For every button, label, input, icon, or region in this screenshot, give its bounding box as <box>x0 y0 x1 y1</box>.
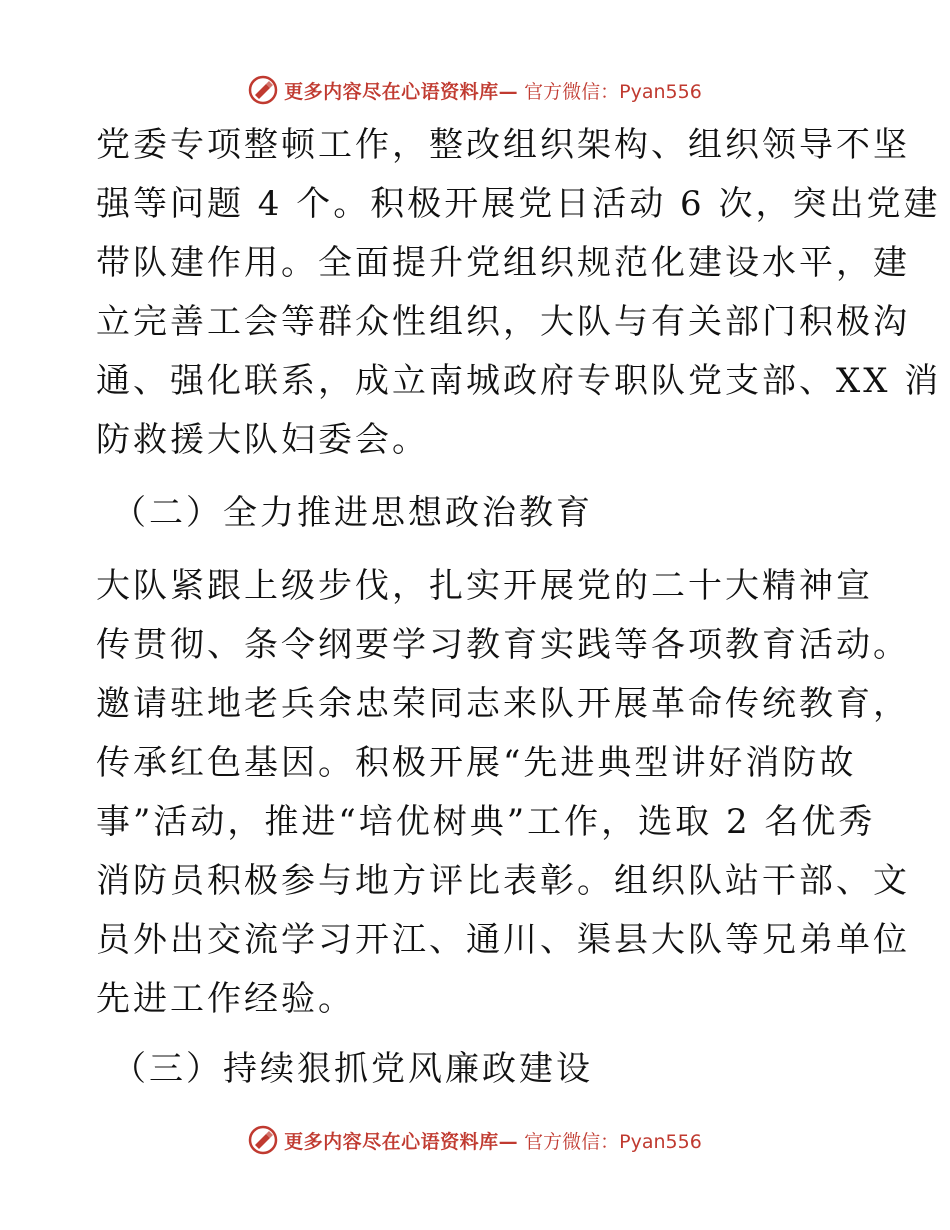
section-heading-2: （二）全力推进思想政治教育 <box>112 493 593 533</box>
text-line: 事”活动，推进“培优树典”工作，选取 2 名优秀 <box>96 802 876 842</box>
text-line: 强等问题 4 个。积极开展党日活动 6 次，突出党建 <box>96 184 941 224</box>
text-line: 带队建作用。全面提升党组织规范化建设水平，建 <box>96 243 910 283</box>
text-line: 传贯彻、条令纲要学习教育实践等各项教育活动。 <box>96 625 910 665</box>
banner-title: 更多内容尽在心语资料库— <box>284 1130 519 1153</box>
text-line: 员外出交流学习开江、通川、渠县大队等兄弟单位 <box>96 920 910 960</box>
section-heading-3: （三）持续狠抓党风廉政建设 <box>112 1049 593 1089</box>
paragraph-1 <box>96 116 942 470</box>
banner-title: 更多内容尽在心语资料库— <box>284 80 519 103</box>
text-line: 党委专项整顿工作，整改组织架构、组织领导不坚 <box>96 125 910 165</box>
brand-logo-icon <box>248 1125 278 1155</box>
text-line: 防救援大队妇委会。 <box>96 420 429 460</box>
brand-logo-icon <box>248 75 278 105</box>
footer-banner <box>0 1120 950 1160</box>
paragraph-2 <box>96 557 910 1029</box>
text-line: 立完善工会等群众性组织，大队与有关部门积极沟 <box>96 302 910 342</box>
header-banner <box>0 70 950 110</box>
text-line: 邀请驻地老兵余忠荣同志来队开展革命传统教育， <box>96 684 910 724</box>
text-line: 大队紧跟上级步伐，扎实开展党的二十大精神宣 <box>96 566 873 606</box>
text-line: 通、强化联系，成立南城政府专职队党支部、XX 消 <box>96 361 942 401</box>
banner-wechat: 官方微信：Pyan556 <box>524 80 702 103</box>
text-line: 消防员积极参与地方评比表彰。组织队站干部、文 <box>96 861 910 901</box>
banner-wechat: 官方微信：Pyan556 <box>524 1130 702 1153</box>
text-line: 传承红色基因。积极开展“先进典型讲好消防故 <box>96 743 857 783</box>
text-line: 先进工作经验。 <box>96 979 355 1019</box>
